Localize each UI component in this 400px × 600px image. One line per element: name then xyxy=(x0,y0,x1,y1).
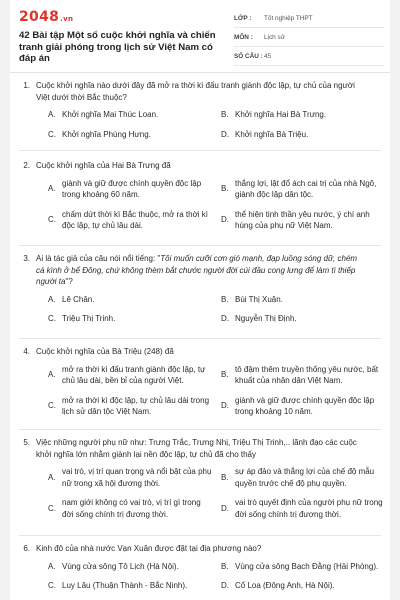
option-text: giành và giữ được chính quyền độc lập trong khoảng 60 năm. xyxy=(62,178,202,199)
option-c[interactable] xyxy=(48,497,221,520)
question-stem xyxy=(10,253,390,288)
option-text: Vùng cửa sông Bạch Đằng (Hải Phòng). xyxy=(235,561,379,571)
option-c[interactable] xyxy=(48,395,221,418)
question-divider xyxy=(19,535,381,536)
meta-row-class xyxy=(234,9,384,28)
question-number: 1. xyxy=(23,81,30,90)
option-b[interactable] xyxy=(221,178,390,201)
option-letter: D. xyxy=(221,129,229,139)
option-b[interactable] xyxy=(221,294,390,306)
meta-value: Lịch sử xyxy=(264,33,285,41)
option-text: Lê Chân. xyxy=(62,294,95,304)
document-page xyxy=(10,0,390,600)
meta-row-count xyxy=(234,47,384,66)
question-text: Cuộc khởi nghĩa của Hai Bà Trưng đã xyxy=(36,161,171,170)
option-letter: B. xyxy=(221,184,229,194)
option-text: Khởi nghĩa Hai Bà Trưng. xyxy=(235,110,327,119)
option-text: vai trò quyết định của người phụ nữ trong đời sống chính trị đương thời. xyxy=(235,498,383,519)
question-text-end: "? xyxy=(65,277,73,286)
option-letter: C. xyxy=(48,581,56,590)
option-d[interactable] xyxy=(221,395,390,418)
site-logo[interactable] xyxy=(19,9,73,25)
question-text: Kinh đô của nhà nước Vạn Xuân được đặt tại địa phương nào? xyxy=(36,544,262,553)
option-b[interactable] xyxy=(221,561,390,573)
option-text: Luy Lâu (Thuận Thành - Bắc Ninh). xyxy=(62,581,188,590)
option-text: mở ra thời kì độc lập, tự chủ lâu dài trong lịch sử dân tộc Việt Nam. xyxy=(62,395,210,416)
option-text: giành và giữ được chính quyền độc lập trong khoảng 10 năm. xyxy=(235,395,375,416)
option-letter: D. xyxy=(221,401,229,411)
options xyxy=(48,109,390,140)
option-a[interactable] xyxy=(48,466,221,489)
document-title: 42 Bài tập Một số cuộc khởi nghĩa và chiến tranh giải phóng trong lịch sử Việt Nam có đáp án xyxy=(19,30,216,64)
option-text: Vùng cửa sông Tô Lịch (Hà Nội). xyxy=(62,561,179,571)
question-number: 5. xyxy=(23,438,30,447)
option-text: Nguyễn Thị Định. xyxy=(235,314,297,323)
option-a[interactable] xyxy=(48,178,221,201)
option-text: Triệu Thị Trinh. xyxy=(62,314,116,323)
option-text: mở ra thời kì đấu tranh giành độc lập, tự chủ lâu dài, bền bỉ của người Việt. xyxy=(62,364,206,385)
meta-label: LỚP : xyxy=(234,14,252,22)
option-text: Khởi nghĩa Mai Thúc Loan. xyxy=(62,110,159,119)
question-divider xyxy=(19,429,381,430)
option-letter: C. xyxy=(48,314,56,323)
meta-value: 45 xyxy=(264,52,272,60)
option-letter: C. xyxy=(48,503,56,513)
question-number: 4. xyxy=(23,347,30,356)
option-text: vai trò, vị trí quan trọng và nổi bật của phụ nữ trong xã hội đương thời. xyxy=(62,467,212,488)
question-text: Cuộc khởi nghĩa của Bà Triệu (248) đã xyxy=(36,347,174,356)
options xyxy=(48,294,390,325)
option-a[interactable] xyxy=(48,561,221,573)
option-d[interactable] xyxy=(221,209,390,232)
option-d[interactable] xyxy=(221,129,390,141)
option-letter: A. xyxy=(48,294,56,304)
question-5 xyxy=(10,437,390,520)
option-letter: D. xyxy=(221,503,229,513)
option-text: thể hiện tinh thần yêu nước, ý chí anh hùng của phụ nữ Việt Nam. xyxy=(235,209,370,230)
document-header xyxy=(10,0,390,73)
question-4 xyxy=(10,346,390,418)
options xyxy=(48,466,390,520)
question-text-lead: Ai là tác giả của câu nói nổi tiếng: " xyxy=(36,254,161,263)
option-letter: B. xyxy=(221,110,229,119)
question-stem xyxy=(10,160,390,172)
option-c[interactable] xyxy=(48,580,221,592)
option-letter: C. xyxy=(48,401,56,411)
option-c[interactable] xyxy=(48,129,221,141)
option-a[interactable] xyxy=(48,364,221,387)
logo-main: 2048 xyxy=(19,9,60,25)
option-letter: B. xyxy=(221,561,229,571)
option-text: sự áp đảo và thắng lợi của chế độ mẫu quyền trước chế độ phụ quyền. xyxy=(235,467,375,488)
option-text: Bùi Thị Xuân. xyxy=(235,294,283,304)
option-text: chấm dứt thời kì Bắc thuộc, mở ra thời kì độc lập, tự chủ lâu dài. xyxy=(62,209,209,230)
option-text: Cổ Loa (Đông Anh, Hà Nội). xyxy=(235,581,335,590)
options xyxy=(48,561,390,592)
option-text: nam giới không có vai trò, vị trí gì trong đời sống chính trị đương thời. xyxy=(62,498,201,519)
question-stem xyxy=(10,437,390,460)
question-3 xyxy=(10,253,390,325)
option-d[interactable] xyxy=(221,497,390,520)
question-stem xyxy=(10,543,390,555)
option-c[interactable] xyxy=(48,313,221,325)
option-text: Khởi nghĩa Phùng Hưng. xyxy=(62,129,151,139)
option-a[interactable] xyxy=(48,109,221,121)
logo-sub: .vn xyxy=(60,15,74,23)
option-letter: A. xyxy=(48,184,56,194)
meta-label: SỐ CÂU : xyxy=(234,52,263,60)
quote-text: Tôi muốn cưỡi cơn gió mạnh, đạp luồng sóng dữ, chém cá kình ở bể Đông, chứ không thèm bắt chước người đời cúi đầu cong lưng để làm tì thiếp người ta xyxy=(36,254,358,286)
question-divider xyxy=(19,245,381,246)
question-text: Cuộc khởi nghĩa nào dưới đây đã mở ra thời kì đấu tranh giành độc lập, tự chủ của người Việt dưới thời Bắc thuộc? xyxy=(36,81,355,102)
question-divider xyxy=(19,338,381,339)
question-number: 2. xyxy=(23,161,30,170)
question-text: Việc những người phụ nữ như: Trưng Trắc, Trưng Nhị, Triệu Thị Trinh,.. lãnh đạo các cuộc khởi nghĩa lớn nhằm giành lại nền độc lập, tự chủ đã cho thấy xyxy=(36,438,357,459)
option-letter: C. xyxy=(48,129,56,139)
question-1 xyxy=(10,80,390,140)
question-stem xyxy=(10,346,390,358)
option-b[interactable] xyxy=(221,364,390,387)
option-d[interactable] xyxy=(221,313,390,325)
option-letter: A. xyxy=(48,561,56,571)
option-c[interactable] xyxy=(48,209,221,232)
option-a[interactable] xyxy=(48,294,221,306)
option-text: Khởi nghĩa Bà Triệu. xyxy=(235,129,309,139)
question-text xyxy=(36,253,366,288)
option-letter: B. xyxy=(221,472,229,482)
question-2 xyxy=(10,160,390,232)
option-letter: D. xyxy=(221,314,229,323)
options xyxy=(48,364,390,418)
option-letter: A. xyxy=(48,472,56,482)
option-letter: B. xyxy=(221,370,229,380)
question-number: 3. xyxy=(23,254,30,263)
question-6 xyxy=(10,543,390,592)
option-b[interactable] xyxy=(221,466,390,489)
option-letter: B. xyxy=(221,294,229,304)
meta-value: Tốt nghiệp THPT xyxy=(264,14,313,22)
question-divider xyxy=(19,150,381,151)
option-letter: A. xyxy=(48,110,56,119)
option-letter: D. xyxy=(221,581,229,590)
option-letter: D. xyxy=(221,215,229,225)
option-text: thắng lợi, lật đổ ách cai trị của nhà Ngô, giành độc lập dân tộc. xyxy=(235,178,377,199)
meta-row-subject xyxy=(234,28,384,47)
question-stem xyxy=(10,80,390,103)
meta-table xyxy=(234,9,384,66)
option-letter: A. xyxy=(48,370,56,380)
option-text: tô đậm thêm truyền thống yêu nước, bất khuất của nhân dân Việt Nam. xyxy=(235,364,379,385)
meta-label: MÔN : xyxy=(234,33,253,41)
option-letter: C. xyxy=(48,215,56,225)
options xyxy=(48,178,390,232)
question-number: 6. xyxy=(23,544,30,553)
option-d[interactable] xyxy=(221,580,390,592)
option-b[interactable] xyxy=(221,109,390,121)
